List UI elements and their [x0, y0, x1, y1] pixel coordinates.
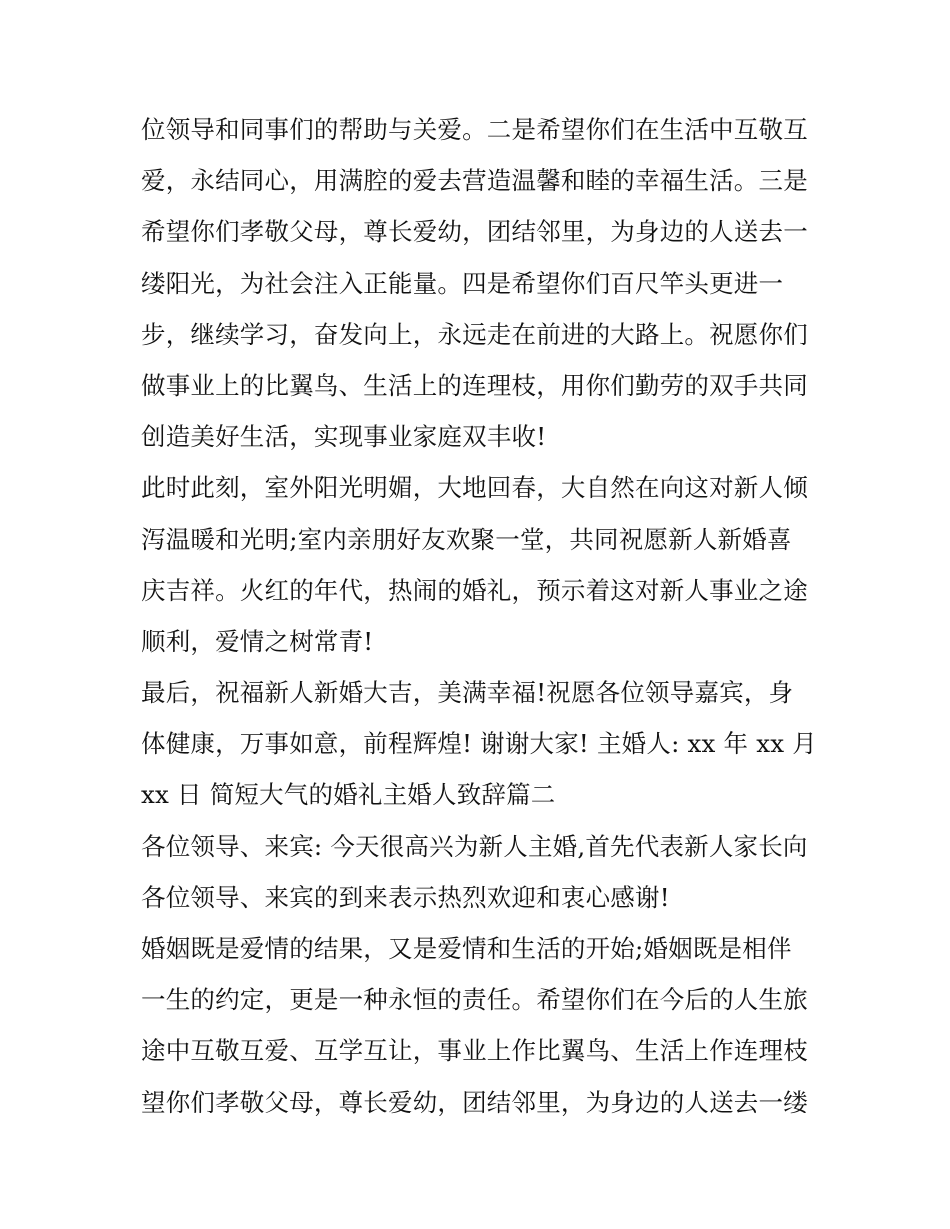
text-line: 婚姻既是爱情的结果，又是爱情和生活的开始;婚姻既是相伴	[141, 934, 792, 963]
text-line: 缕阳光，为社会注入正能量。四是希望你们百尺竿头更进一	[141, 268, 784, 298]
text-line: 庆吉祥。火红的年代，热闹的婚礼，预示着这对新人事业之途	[141, 575, 808, 605]
text-line: 此时此刻，室外阳光明媚，大地回春，大自然在向这对新人倾	[141, 473, 808, 503]
text-line: 一生的约定，更是一种永恒的责任。希望你们在今后的人生旅	[141, 985, 808, 1015]
text-line: 爱，永结同心，用满腔的爱去营造温馨和睦的幸福生活。三是	[141, 166, 808, 196]
text-line: 最后，祝福新人新婚大吉，美满幸福!祝愿各位领导嘉宾，身	[141, 678, 794, 708]
text-line: 体健康，万事如意，前程辉煌! 谢谢大家! 主婚人: xx 年 xx 月	[141, 729, 817, 759]
text-line: 步，继续学习，奋发向上，永远走在前进的大路上。祝愿你们	[141, 319, 808, 349]
text-line: 各位领导、来宾的到来表示热烈欢迎和衷心感谢!	[141, 882, 670, 912]
text-line: 创造美好生活，实现事业家庭双丰收!	[141, 422, 547, 452]
text-line: 希望你们孝敬父母，尊长爱幼，团结邻里，为身边的人送去一	[141, 217, 808, 247]
text-line: 做事业上的比翼鸟、生活上的连理枝，用你们勤劳的双手共同	[141, 370, 808, 400]
text-line: 泻温暖和光明;室内亲朋好友欢聚一堂，共同祝愿新人新婚喜	[141, 524, 792, 554]
text-line: 位领导和同事们的帮助与关爱。二是希望你们在生活中互敬互	[141, 115, 808, 144]
text-line: 途中互敬互爱、互学互让，事业上作比翼鸟、生活上作连理枝	[141, 1036, 808, 1066]
body-text	[141, 104, 821, 1128]
text-line: 顺利，爱情之树常青!	[141, 626, 374, 656]
text-line: xx 日 简短大气的婚礼主婚人致辞篇二	[141, 780, 556, 810]
text-line: 各位领导、来宾: 今天很高兴为新人主婚,首先代表新人家长向	[141, 831, 808, 861]
text-line: 望你们孝敬父母，尊长爱幼，团结邻里，为身边的人送去一缕	[141, 1087, 808, 1117]
